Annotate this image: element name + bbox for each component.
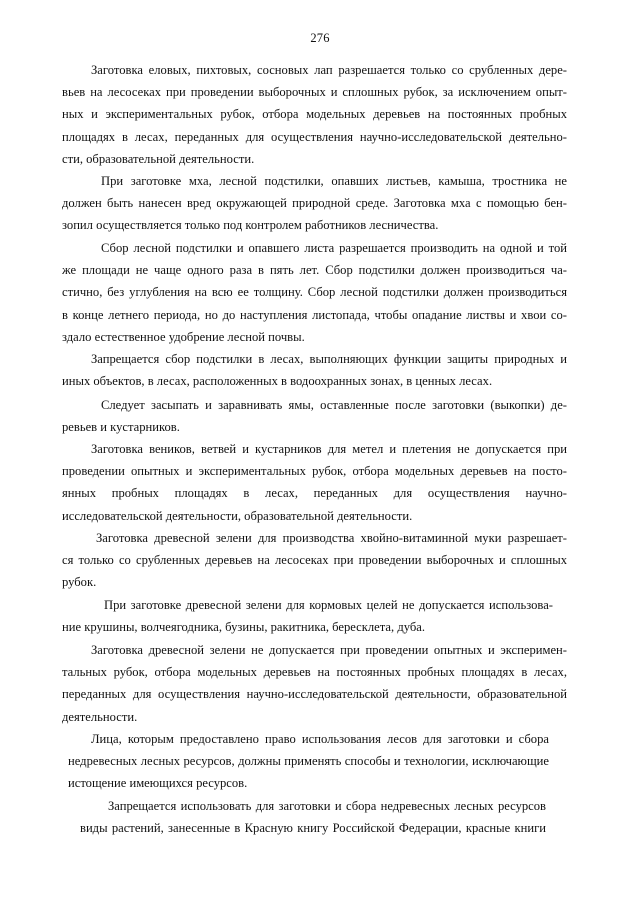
- paragraph-10-body: [68, 750, 549, 795]
- text-line: Запрещается сбор подстилки в лесах, выполняющих функции защиты природных и: [91, 352, 567, 366]
- text-line: ние крушины, волчеягодника, бузины, ракитника, бересклета, дуба.: [62, 620, 425, 634]
- text-line: виды растений, занесенные в Красную книгу Российской Федерации, красные книги: [80, 821, 546, 835]
- paragraph-1-body: [62, 81, 567, 170]
- paragraph-6: [91, 438, 567, 460]
- paragraph-5: [101, 394, 567, 416]
- text-line: Следует засыпать и заравнивать ямы, оставленные после заготовки (выкопки) де-: [101, 398, 567, 412]
- text-line: ных и экспериментальных рубок, отбора модельных деревьев на постоянных пробных: [62, 107, 567, 122]
- text-line: иных объектов, в лесах, расположенных в водоохранных зонах, в ценных лесах.: [62, 374, 493, 388]
- text-line: недревесных лесных ресурсов, должны применять способы и технологии, исключающие: [68, 754, 549, 768]
- text-line: же площади не чаще одного раза в пять лет. Сбор подстилки должен производиться ча-: [62, 263, 567, 277]
- text-line: должен быть нанесен вред окружающей природной среде. Заготовка мха с помощью бен-: [62, 196, 567, 210]
- text-line: Лица, которым предоставлено право использования лесов для заготовки и сбора: [91, 732, 549, 746]
- paragraph-4: [91, 348, 567, 370]
- text-line: При заготовке древесной зелени для кормовых целей не допускается использова-: [104, 598, 553, 612]
- paragraph-2-body: [62, 192, 567, 237]
- text-line: янных пробных площадях в лесах, переданных для осуществления научно-: [62, 486, 567, 501]
- text-line: рубок.: [62, 575, 97, 590]
- text-line: вьев на лесосеках при проведении выборочных и сплошных рубок, за исключением опыт-: [62, 85, 567, 99]
- paragraph-11: [108, 795, 546, 817]
- text-line: деятельности.: [62, 709, 138, 724]
- page-number: 276: [310, 31, 330, 45]
- text-line: исследовательской деятельности, образовательной деятельности.: [62, 508, 413, 523]
- text-line: ревьев и кустарников.: [62, 420, 180, 434]
- paragraph-1: [91, 59, 567, 81]
- text-line: Запрещается использовать для заготовки и сбора недревесных лесных ресурсов: [108, 799, 546, 813]
- paragraph-7-body: [62, 549, 567, 594]
- paragraph-8-body: [62, 616, 567, 638]
- text-line: площадях в лесах, переданных для осуществления научно-исследовательской деятельно-: [62, 129, 567, 144]
- paragraph-10: [91, 728, 549, 750]
- paragraph-2: [101, 170, 567, 192]
- text-line: истощение имеющихся ресурсов.: [68, 776, 248, 791]
- text-line: При заготовке мха, лесной подстилки, опавших листьев, камыша, тростника не: [101, 174, 567, 188]
- text-line: Заготовка веников, ветвей и кустарников для метел и плетения не допускается при: [91, 442, 567, 456]
- paragraph-3-body: [62, 259, 567, 348]
- text-line: ся только со срубленных деревьев на лесосеках при проведении выборочных и сплошных: [62, 553, 567, 567]
- text-line: в конце летнего периода, но до наступления листопада, чтобы опадание листвы и хвои со-: [62, 307, 567, 322]
- paragraph-6-body: [62, 460, 567, 527]
- paragraph-9: [91, 639, 567, 661]
- paragraph-11-body: [80, 817, 546, 839]
- text-line: проведении опытных и экспериментальных рубок, отбора модельных деревьев на посто-: [62, 464, 567, 478]
- paragraph-8: [104, 594, 553, 616]
- paragraph-3: [101, 237, 567, 259]
- text-line: стично, без углубления на всю ее толщину. Сбор лесной подстилки должен производиться: [62, 285, 567, 300]
- text-line: тальных рубок, отбора модельных деревьев на постоянных пробных площадях в лесах,: [62, 665, 567, 679]
- paragraph-7: [96, 527, 567, 549]
- text-line: Заготовка древесной зелени не допускается при проведении опытных и эксперимен-: [91, 643, 567, 657]
- text-line: Сбор лесной подстилки и опавшего листа разрешается производить на одной и той: [101, 241, 567, 255]
- text-line: здало естественное удобрение лесной почвы.: [62, 329, 305, 344]
- paragraph-4-body: [62, 370, 567, 392]
- paragraph-9-body: [62, 661, 567, 728]
- text-line: зопил осуществляется только под контролем работников лесничества.: [62, 218, 439, 233]
- text-line: Заготовка еловых, пихтовых, сосновых лап разрешается только со срубленных дере-: [91, 63, 567, 77]
- text-line: переданных для осуществления научно-исследовательской деятельности, образовательной: [62, 687, 567, 702]
- text-line: сти, образовательной деятельности.: [62, 151, 255, 166]
- paragraph-5-body: [62, 416, 567, 438]
- text-line: Заготовка древесной зелени для производства хвойно-витаминной муки разрешает-: [96, 531, 567, 545]
